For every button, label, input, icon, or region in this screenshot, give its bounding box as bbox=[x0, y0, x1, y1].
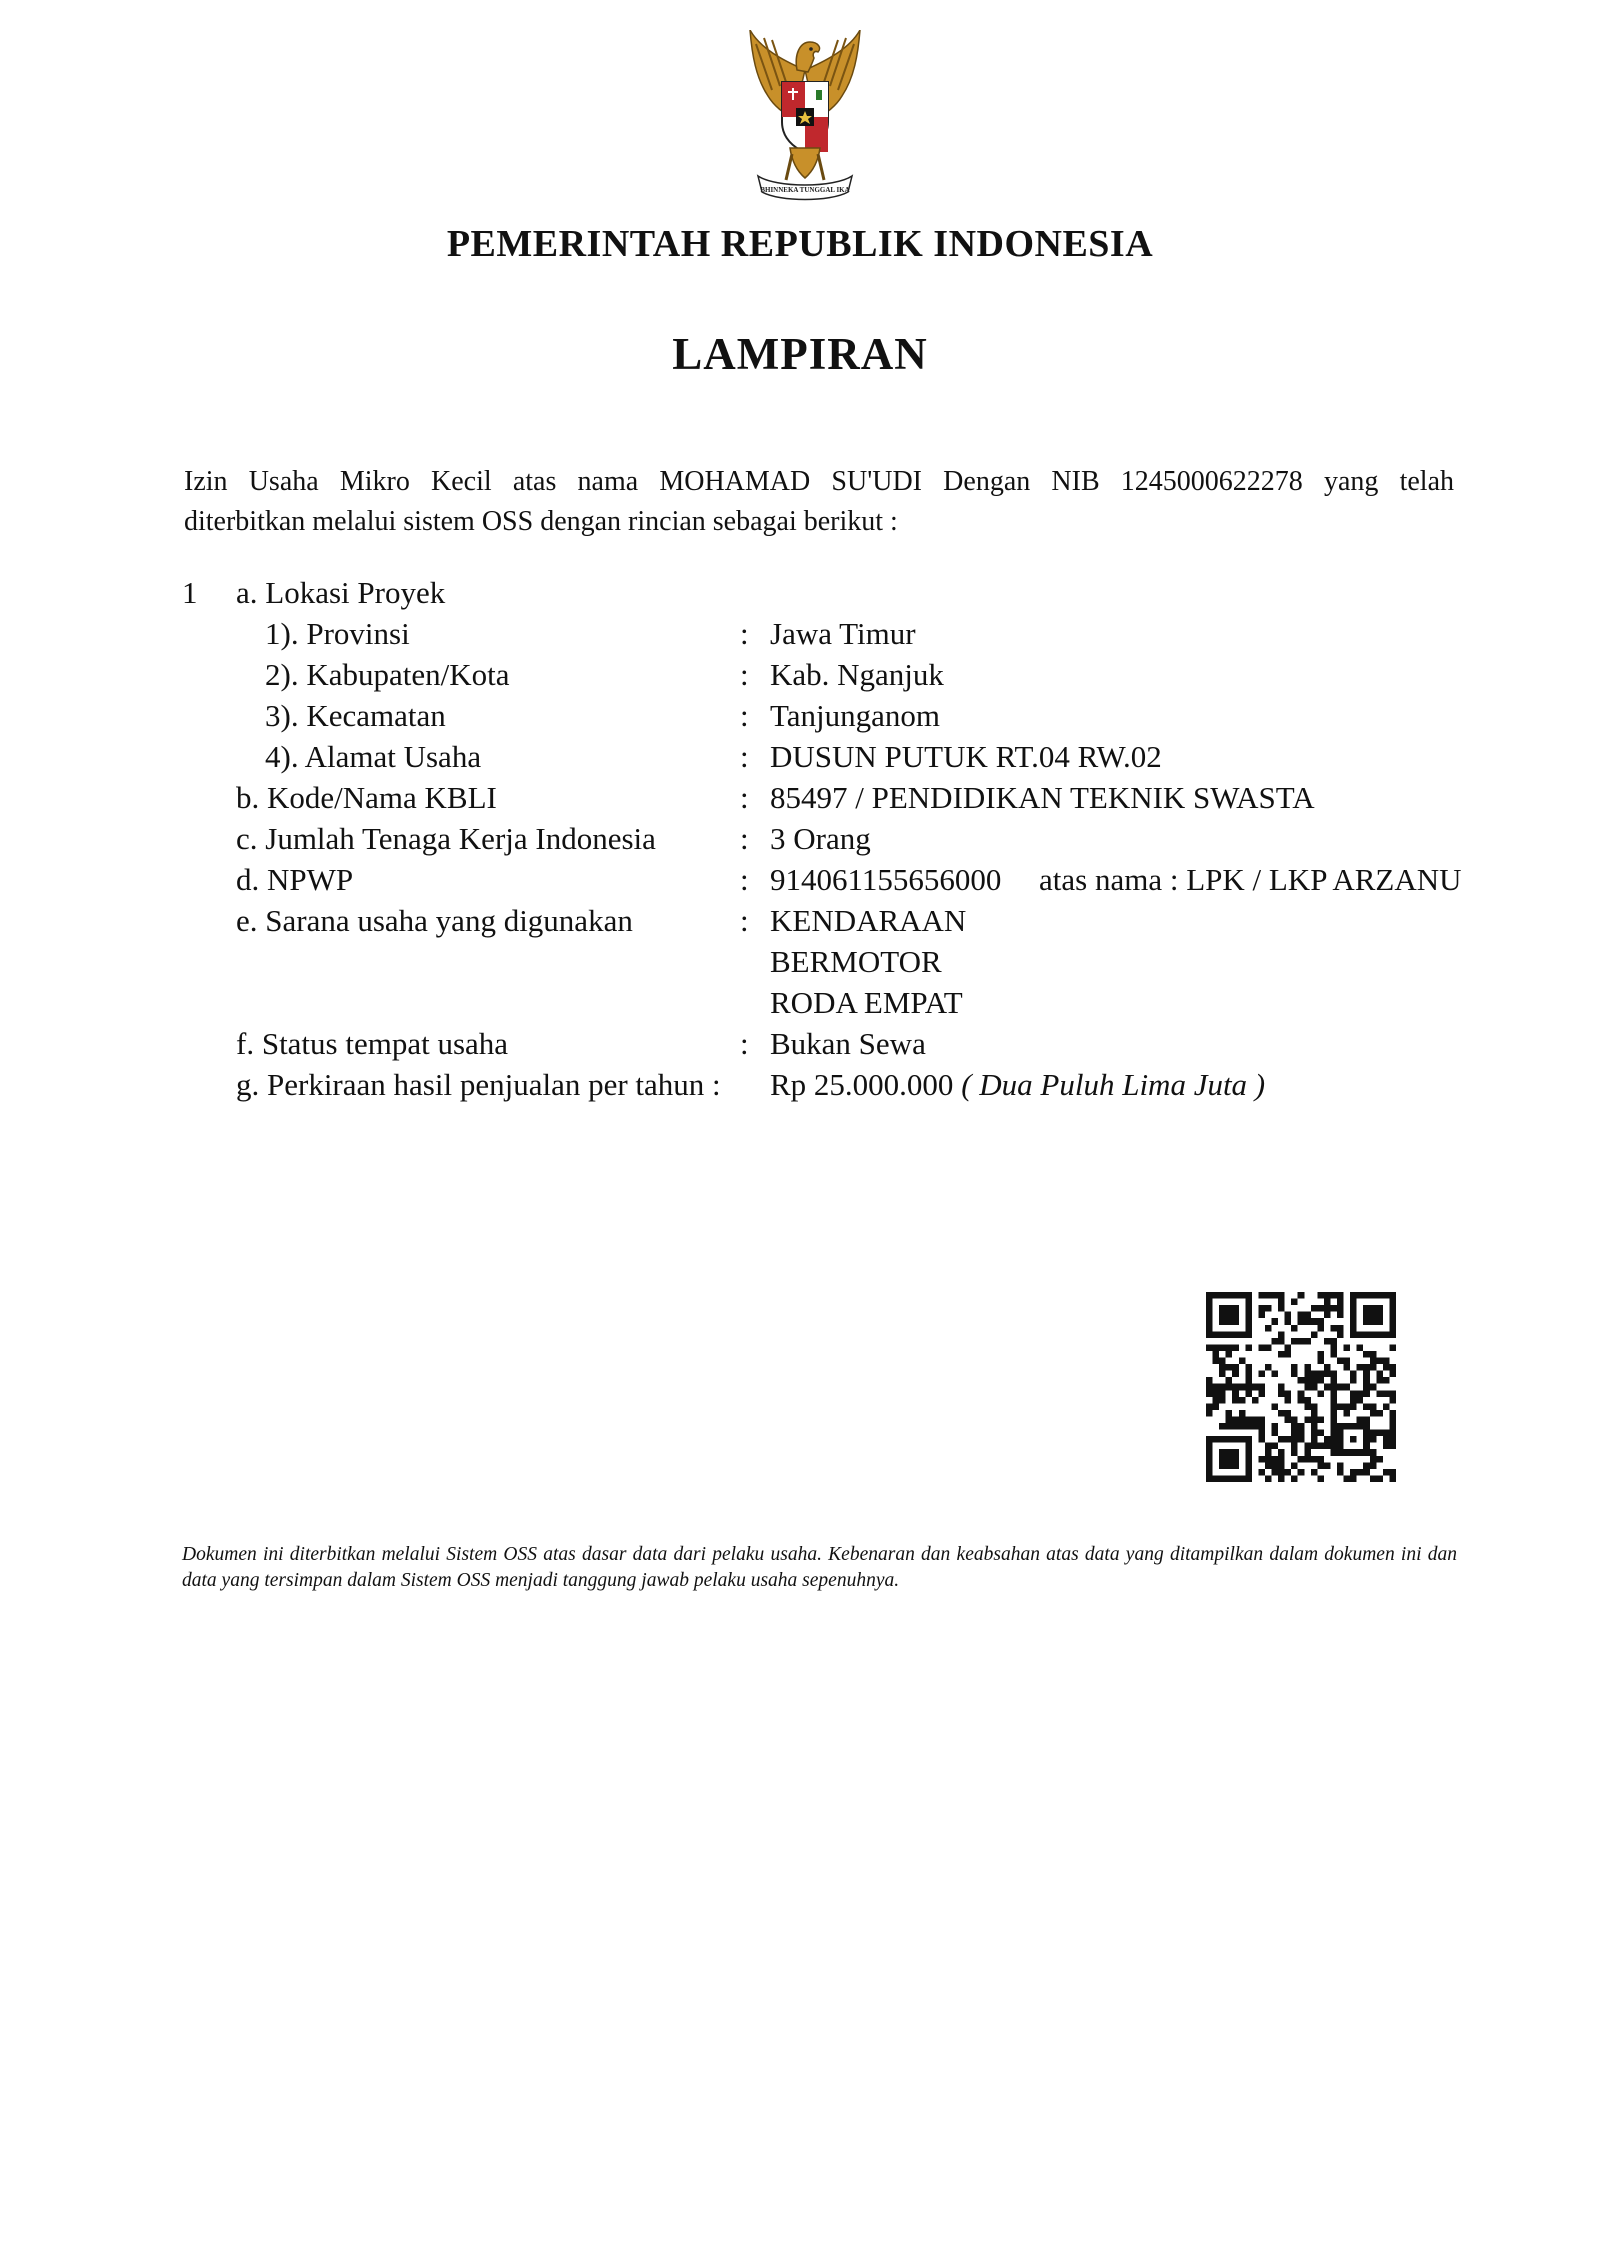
disclaimer-note: Dokumen ini diterbitkan melalui Sistem OSS atas dasar data dari pelaku usaha. Kebenaran dan keabsahan atas data yang ditampilkan dalam dokumen ini dan data yang tersimpan dalam Sistem OSS menjadi tanggung jawab pelaku usaha sepenuhnya. bbox=[182, 1544, 1457, 1591]
npwp-owner: atas nama : LPK / LKP ARZANU bbox=[1039, 862, 1462, 897]
regency-label: 2). Kabupaten/Kota bbox=[265, 657, 510, 692]
facility-colon: : bbox=[740, 903, 749, 938]
address-colon: : bbox=[740, 739, 749, 774]
npwp-colon: : bbox=[740, 862, 749, 897]
npwp-value: 914061155656000 bbox=[770, 862, 1002, 897]
kbli-colon: : bbox=[740, 780, 749, 815]
intro-paragraph bbox=[184, 462, 1454, 542]
regency-value: Kab. Nganjuk bbox=[770, 657, 944, 692]
facility-label: e. Sarana usaha yang digunakan bbox=[236, 903, 633, 938]
document-title: LAMPIRAN bbox=[672, 329, 928, 379]
province-label: 1). Provinsi bbox=[265, 616, 410, 651]
sales-value: Rp 25.000.000 bbox=[770, 1067, 954, 1102]
regency-row bbox=[0, 654, 1600, 695]
facility-value-line-3: RODA EMPAT bbox=[770, 985, 963, 1020]
sales-words: ( Dua Puluh Lima Juta ) bbox=[961, 1067, 1266, 1102]
sales-value-group bbox=[770, 1064, 1265, 1105]
workforce-colon: : bbox=[740, 821, 749, 856]
district-row bbox=[0, 695, 1600, 736]
facility-row bbox=[0, 900, 1600, 941]
status-value: Bukan Sewa bbox=[770, 1026, 926, 1061]
regency-colon: : bbox=[740, 657, 749, 692]
facility-row-2 bbox=[0, 941, 1600, 982]
kbli-row bbox=[0, 777, 1600, 818]
workforce-row bbox=[0, 818, 1600, 859]
district-label: 3). Kecamatan bbox=[265, 698, 446, 733]
garuda-emblem-icon bbox=[742, 30, 868, 205]
district-value: Tanjunganom bbox=[770, 698, 941, 733]
district-colon: : bbox=[740, 698, 749, 733]
qr-code-icon[interactable] bbox=[1206, 1292, 1396, 1482]
province-colon: : bbox=[740, 616, 749, 651]
kbli-label: b. Kode/Nama KBLI bbox=[236, 780, 497, 815]
project-location-label: a. Lokasi Proyek bbox=[236, 575, 446, 610]
npwp-row bbox=[0, 859, 1600, 900]
workforce-label: c. Jumlah Tenaga Kerja Indonesia bbox=[236, 821, 656, 856]
sales-row bbox=[0, 1064, 1600, 1105]
facility-value-line-1: KENDARAAN bbox=[770, 903, 967, 938]
status-label: f. Status tempat usaha bbox=[236, 1026, 509, 1061]
status-colon: : bbox=[740, 1026, 749, 1061]
facility-value-line-2: BERMOTOR bbox=[770, 944, 942, 979]
facility-row-3 bbox=[0, 982, 1600, 1023]
status-row bbox=[0, 1023, 1600, 1064]
address-label: 4). Alamat Usaha bbox=[265, 739, 482, 774]
project-location-row bbox=[0, 572, 1600, 613]
item-number: 1 bbox=[182, 575, 198, 610]
sales-label: g. Perkiraan hasil penjualan per tahun : bbox=[236, 1067, 721, 1102]
kbli-value: 85497 / PENDIDIKAN TEKNIK SWASTA bbox=[770, 780, 1315, 815]
government-title: PEMERINTAH REPUBLIK INDONESIA bbox=[446, 223, 1154, 265]
intro-line-2: diterbitkan melalui sistem OSS dengan rincian sebagai berikut : bbox=[184, 506, 898, 537]
workforce-value: 3 Orang bbox=[770, 821, 871, 856]
address-value: DUSUN PUTUK RT.04 RW.02 bbox=[770, 739, 1162, 774]
province-row bbox=[0, 613, 1600, 654]
address-row bbox=[0, 736, 1600, 777]
npwp-label: d. NPWP bbox=[236, 862, 354, 897]
province-value: Jawa Timur bbox=[770, 616, 916, 651]
emblem-motto: BHINNEKA TUNGGAL IKA bbox=[760, 186, 850, 194]
intro-line-1: Izin Usaha Mikro Kecil atas nama MOHAMAD SU'UDI Dengan NIB 1245000622278 yang telah bbox=[184, 466, 1454, 497]
